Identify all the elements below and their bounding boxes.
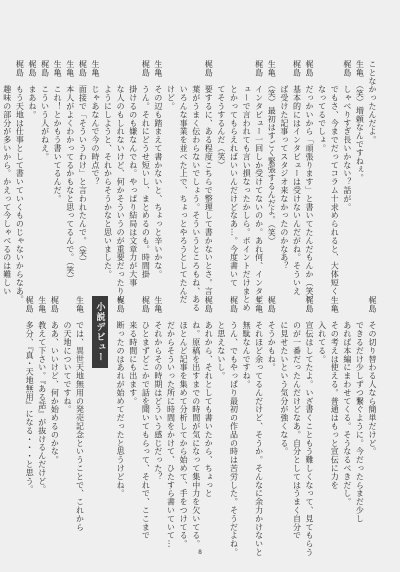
lower-text-block [22,296,378,557]
dialogue-line: 梶島 あれから、それとしても書いたから、ちょっと [204,296,214,498]
dialogue-line: 梶島 うん、でもやっぱり最初の作品の時は苦労した。そうだよね。 [229,296,239,557]
dialogue-line: と思えないし。 [216,296,226,380]
dialogue-line: 梶島 宣伝はしてたよ。いざ書くこともう難しくなって、見てもらう [305,296,315,557]
dialogue-line: 梶島 多分、『真・天地無用』になる・・・と思う。 [25,296,35,494]
dialogue-line: ば受けた記事ってスタジオ来なかったのかなあ？ [279,60,289,270]
dialogue-line: のが一番だったんだけどなあ。自分としてはうまく自分で [292,296,302,540]
dialogue-line: 入れてる。 [317,296,327,364]
dialogue-line: 葉がうまく伝わらないでしょう。そういうところもね、ある [191,60,201,312]
dialogue-line: 梶島 その切り替わる人なら簡単だけど。 [368,296,377,456]
dialogue-line: ことなかったんだよ。 [368,60,377,144]
dialogue-line: ね。原稿を出すまでの時間が気になって集中力を欠いてる。 [191,296,201,548]
dialogue-line: 梶島 うん。それにどうせ短いし、まとめるのも。時間掛 [141,60,151,279]
dialogue-line: でもさ、今までだってコラム十求められると、大体短く [330,60,340,296]
dialogue-line: 梶島 まあね。 [27,60,37,119]
dialogue-line: に見せたいという気分が強くなる。 [279,296,289,456]
dialogue-line: 梶島 面接で「そういうわけ」と言われたんで。（笑） [78,60,88,266]
dialogue-line: 梶島 基本的にはインタビューは受けないんだがね。そういえ [292,60,302,296]
page-number: 8 [198,549,202,556]
dialogue-line: 来る時間にも出ます。 [128,296,138,406]
dialogue-line: ようにしようと、それからそうかなと思いました。 [103,60,113,279]
dialogue-line: 生亀 その辺も踏まえて書かないと、ちょっと辛いかな。 [153,60,163,279]
dialogue-line: とかってもらえればいいんだけどなあ…。今度書いて [229,60,239,287]
dialogue-line: 梶島 インタビュー一回しか受けてないのか。あれ何、インタビ [254,60,264,304]
dialogue-line: 無駄なんですね。 [242,296,252,389]
dialogue-line: 梶島 だっかいから「頑張ります」と書いてたんだもんか（笑） [305,60,315,304]
dialogue-line: 生亀 （笑）増頼なんですねぇ。 [355,60,365,182]
dialogue-line: なってるでしょ。 [317,60,327,153]
dialogue-line: てそうするんだ（笑） [216,60,226,170]
dialogue-line: 趣味の部分が多いから。かえって今しゃべるのは難しい [2,60,12,296]
dialogue-line: 梶島 もう天地は仕事として書いていくものじゃないからなあ。 [15,60,25,304]
dialogue-line: だからそういった所に時間をかけて、ひたすら書いていて… [166,296,176,548]
dialogue-line: 生亀 本人がよくわかってるかもなと思ってるんで。（笑） [65,60,75,283]
dialogue-line: な人のもしれないけど、何かそういうのが重要だったりも [116,60,126,304]
dialogue-line: 生亀 その考えは使える。普通はもっと宣伝に力を [330,296,340,490]
dialogue-line: 梶島 要するに、ある程度こちらで整理して書かないとさ。言 [204,60,214,296]
dialogue-line: 生亀 じゃあなんで今の時点で？ [90,60,100,186]
dialogue-line: 生亀 それほど余ってるんだけど、そうか。そんなに余力かけないと [254,296,264,557]
dialogue-line: けど。 [166,60,176,111]
dialogue-line: いろんな事業を並べた上で、ちょっとやろうとしてたんだ [179,60,189,304]
dialogue-line: 生亀 （笑）最初はすごく緊張するんだよ。（笑） [267,60,277,246]
dialogue-line: 生亀 では、異世天地無用の発売記念ということで、これから [75,296,85,532]
dialogue-line: 生亀 教えて下さい。『ある話』が抜けるんだけど。 [37,296,47,494]
section-heading: 小説デビュー [92,296,108,368]
dialogue-line: 梶島 ひとまずどこかで話を聞いてもらって、それで、ここまで [141,296,151,540]
dialogue-line: 掛けるのも嫌なんでね。やっぱり結局は文章力が大事 [128,60,138,287]
dialogue-line: 梶島 ああ、いいけど、何か始めるのかな。 [50,296,60,464]
dialogue-line: あれば本編にまわせてくる。そうなるべきだし。 [342,296,352,506]
dialogue-line: 生亀 それからその時期はどういう感じだった？ [153,296,163,481]
dialogue-line: できるだけ少しずつ繋ぐように。今だったらまだ少し [355,296,365,523]
upper-text-block [2,60,378,312]
dialogue-line: ほとんど記事を集めて分析してから始めて、手をつけてる。 [179,296,189,548]
dialogue-line: 梶島 そうかもね。 [267,296,277,372]
dialogue-line: ューで言われても言い損なったかしら。ポイントだけまとめ [242,60,252,312]
dialogue-line: 生亀 これ！とかもう書いてるんだ。 [53,60,63,203]
dialogue-line: の天地についてですね。 [62,296,72,414]
dialogue-line: 梶島 こういう人がねえ。 [40,60,50,161]
dialogue-line: 梶島 しゃべりすぎ長いかない？話が。 [342,60,352,212]
dialogue-line: 梶島 断ったのはあれが始めてだったと思うけどね。 [116,296,126,498]
